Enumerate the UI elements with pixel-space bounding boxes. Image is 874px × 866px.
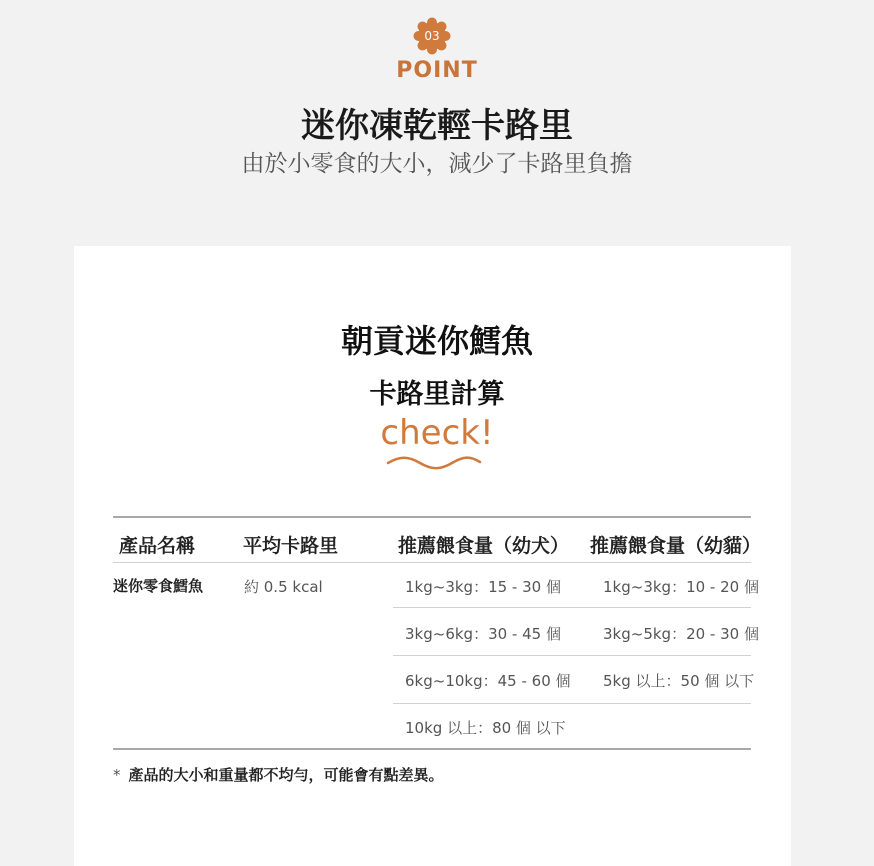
puppy-amount-cell: 3kg~6kg：30 - 45 個 <box>405 625 561 643</box>
badge-number: 03 <box>424 29 440 43</box>
point-label: POINT <box>396 58 478 83</box>
table-row-rule <box>393 655 751 656</box>
footnote-text: 產品的大小和重量都不均勻，可能會有點差異。 <box>128 766 444 784</box>
wave-underline-icon <box>386 454 482 470</box>
puppy-amount-cell: 6kg~10kg：45 - 60 個 <box>405 672 571 690</box>
header-puppy-amount: 推薦餵食量（幼犬） <box>398 535 570 557</box>
table-row-rule <box>393 607 751 608</box>
calorie-calc-title: 卡路里計算 <box>369 379 505 410</box>
footnote-mark: * <box>113 766 121 784</box>
puppy-amount-cell: 10kg 以上：80 個 以下 <box>405 719 566 737</box>
footnote <box>113 764 444 785</box>
point-number-badge <box>413 17 451 55</box>
header-product-name: 產品名稱 <box>119 535 196 557</box>
page-title: 迷你凍乾輕卡路里 <box>301 106 573 146</box>
table-bottom-rule <box>113 748 751 750</box>
header-avg-calorie: 平均卡路里 <box>243 535 339 557</box>
kitten-amount-cell: 3kg~5kg：20 - 30 個 <box>603 625 759 643</box>
table-top-rule <box>113 516 751 518</box>
table-row-rule <box>393 703 751 704</box>
table-header-rule <box>113 562 751 563</box>
avg-calorie-cell: 約 0.5 kcal <box>244 578 323 596</box>
header-kitten-amount: 推薦餵食量（幼貓） <box>590 535 762 557</box>
check-label: check! <box>380 413 494 453</box>
kitten-amount-cell: 1kg~3kg：10 - 20 個 <box>603 578 759 596</box>
page-subtitle: 由於小零食的大小，減少了卡路里負擔 <box>241 151 633 177</box>
product-title: 朝貢迷你鱈魚 <box>340 322 533 360</box>
kitten-amount-cell: 5kg 以上：50 個 以下 <box>603 672 755 690</box>
product-name-cell: 迷你零食鱈魚 <box>113 577 204 595</box>
puppy-amount-cell: 1kg~3kg：15 - 30 個 <box>405 578 561 596</box>
